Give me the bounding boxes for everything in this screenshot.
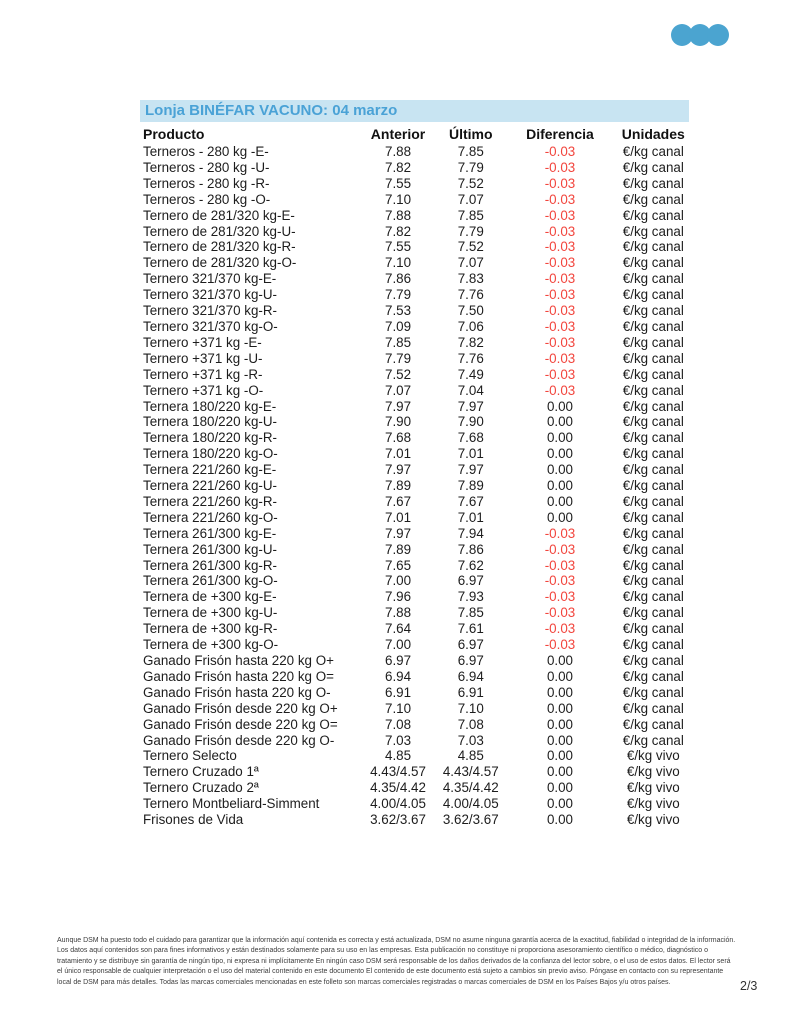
table-row xyxy=(140,271,689,287)
unidades-cell: €/kg vivo xyxy=(626,812,680,828)
ultimo-cell: 7.01 xyxy=(457,509,484,525)
anterior-cell: 7.97 xyxy=(385,398,412,414)
anterior-cell: 6.91 xyxy=(385,684,412,700)
diferencia-cell: -0.03 xyxy=(544,159,576,175)
product-cell: Ternera 221/260 kg-E- xyxy=(143,462,277,478)
ultimo-cell: 4.85 xyxy=(457,748,484,764)
product-cell: Terneros - 280 kg -U- xyxy=(143,159,270,175)
product-cell: Ternera 221/260 kg-R- xyxy=(143,493,277,509)
table-row xyxy=(140,621,689,637)
anterior-cell: 7.10 xyxy=(385,191,412,207)
anterior-cell: 6.97 xyxy=(385,653,412,668)
anterior-cell: 7.10 xyxy=(385,255,412,271)
ultimo-cell: 7.07 xyxy=(457,255,484,271)
diferencia-cell: -0.03 xyxy=(544,191,576,207)
diferencia-cell: 0.00 xyxy=(546,796,573,812)
table-row xyxy=(140,478,689,494)
product-cell: Ganado Frisón desde 220 kg O- xyxy=(143,732,335,748)
unidades-cell: €/kg canal xyxy=(622,414,684,430)
dsm-logo xyxy=(671,24,729,46)
product-cell: Terneros - 280 kg -E- xyxy=(143,144,269,159)
anterior-cell: 7.67 xyxy=(385,493,412,509)
diferencia-cell: -0.03 xyxy=(544,525,576,541)
diferencia-cell: 0.00 xyxy=(546,493,573,509)
product-cell: Ternera 261/300 kg-O- xyxy=(143,573,278,589)
ultimo-cell: 7.50 xyxy=(457,303,484,319)
product-cell: Ternero Selecto xyxy=(143,748,237,764)
anterior-cell: 4.43/4.57 xyxy=(370,764,426,780)
table-row xyxy=(140,542,689,558)
table-row xyxy=(140,446,689,462)
anterior-cell: 7.55 xyxy=(385,175,412,191)
diferencia-cell: 0.00 xyxy=(546,780,573,796)
diferencia-cell: -0.03 xyxy=(544,287,576,303)
anterior-cell: 7.82 xyxy=(385,159,412,175)
anterior-cell: 7.89 xyxy=(385,541,412,557)
anterior-cell: 6.94 xyxy=(385,668,412,684)
diferencia-cell: -0.03 xyxy=(544,589,576,605)
unidades-cell: €/kg canal xyxy=(622,621,684,637)
product-cell: Ternero Montbeliard-Simment xyxy=(143,796,320,812)
table-row xyxy=(140,287,689,303)
product-cell: Ternero 321/370 kg-U- xyxy=(143,287,277,303)
table-row xyxy=(140,685,689,701)
product-cell: Ternera 261/300 kg-R- xyxy=(143,557,277,573)
unidades-cell: €/kg canal xyxy=(622,159,684,175)
diferencia-cell: -0.03 xyxy=(544,144,576,159)
ultimo-cell: 7.06 xyxy=(457,318,484,334)
ultimo-cell: 7.85 xyxy=(457,207,484,223)
diferencia-cell: 0.00 xyxy=(546,700,573,716)
unidades-cell: €/kg canal xyxy=(622,509,684,525)
diferencia-cell: -0.03 xyxy=(544,541,576,557)
diferencia-cell: 0.00 xyxy=(546,509,573,525)
anterior-cell: 7.79 xyxy=(385,287,412,303)
diferencia-cell: -0.03 xyxy=(544,573,576,589)
diferencia-cell: -0.03 xyxy=(544,175,576,191)
table-row xyxy=(140,812,689,828)
product-cell: Ternero 321/370 kg-E- xyxy=(143,271,277,287)
ultimo-cell: 7.94 xyxy=(457,525,484,541)
diferencia-cell: -0.03 xyxy=(544,223,576,239)
report-title-bar xyxy=(140,100,689,122)
ultimo-cell: 7.03 xyxy=(457,732,484,748)
table-row xyxy=(140,637,689,653)
price-table xyxy=(140,123,689,828)
unidades-cell: €/kg vivo xyxy=(626,796,680,812)
unidades-cell: €/kg canal xyxy=(622,350,684,366)
disclaimer-text: Aunque DSM ha puesto todo el cuidado para garantizar que la información aquí contenida es correcta y está actualizada, DSM no asume ninguna garantía acerca de la exactitud, fiabilidad o integridad de la información. Los datos aquí contenidos son para fines informativos y están destinados solamente para su uso en las empresas. Esta publicación no constituye ni proporciona asesoramiento científico o médico, diagnóstico o tratamiento y se distribuye sin garantía de ningún tipo, ni expresa ni implícitamente En ningún caso DSM será responsable de los daños derivados de la confianza del lector sobre, o el uso de estos datos. El lector será el único responsable de cualquier interpretación o el uso del material contenido en este documento El contenido de este documento está sujeto a cambios sin previo aviso. Póngase en contacto con su representante local de DSM para más detalles. Todas las marcas comerciales mencionadas en este folleto son marcas comerciales registradas o marcas comerciales de DSM en los Países Bajos y/u otros países. xyxy=(57,937,736,986)
ultimo-cell: 7.79 xyxy=(457,159,484,175)
product-cell: Ternero 321/370 kg-R- xyxy=(143,303,277,319)
diferencia-cell: -0.03 xyxy=(544,239,576,255)
diferencia-cell: 0.00 xyxy=(546,414,573,430)
diferencia-cell: -0.03 xyxy=(544,621,576,637)
product-cell: Ternera de +300 kg-U- xyxy=(143,605,278,621)
ultimo-cell: 6.91 xyxy=(457,684,484,700)
unidades-cell: €/kg canal xyxy=(622,557,684,573)
unidades-cell: €/kg canal xyxy=(622,318,684,334)
table-row xyxy=(140,414,689,430)
product-cell: Ternero 321/370 kg-O- xyxy=(143,318,278,334)
product-cell: Ternero +371 kg -O- xyxy=(143,382,264,398)
anterior-cell: 4.35/4.42 xyxy=(370,780,426,796)
table-row xyxy=(140,176,689,192)
unidades-cell: €/kg canal xyxy=(622,653,684,668)
unidades-cell: €/kg canal xyxy=(622,144,684,159)
unidades-cell: €/kg canal xyxy=(622,589,684,605)
product-cell: Ternera 180/220 kg-U- xyxy=(143,414,277,430)
anterior-cell: 7.64 xyxy=(385,621,412,637)
unidades-cell: €/kg canal xyxy=(622,446,684,462)
anterior-cell: 7.52 xyxy=(385,366,412,382)
table-row xyxy=(140,589,689,605)
ultimo-cell: 6.94 xyxy=(457,668,484,684)
ultimo-cell: 7.83 xyxy=(457,271,484,287)
unidades-cell: €/kg canal xyxy=(622,255,684,271)
table-row xyxy=(140,653,689,669)
page-number: 2/3 xyxy=(740,979,758,993)
unidades-cell: €/kg canal xyxy=(622,303,684,319)
ultimo-cell: 7.76 xyxy=(457,287,484,303)
ultimo-cell: 7.93 xyxy=(457,589,484,605)
product-cell: Ternera 261/300 kg-E- xyxy=(143,525,277,541)
product-cell: Ternera 180/220 kg-O- xyxy=(143,446,278,462)
ultimo-cell: 7.79 xyxy=(457,223,484,239)
table-row xyxy=(140,764,689,780)
diferencia-cell: -0.03 xyxy=(544,350,576,366)
anterior-cell: 7.86 xyxy=(385,271,412,287)
table-row xyxy=(140,192,689,208)
product-cell: Ternero de 281/320 kg-R- xyxy=(143,239,296,255)
table-row xyxy=(140,335,689,351)
ultimo-cell: 7.52 xyxy=(457,175,484,191)
diferencia-cell: -0.03 xyxy=(544,255,576,271)
diferencia-cell: -0.03 xyxy=(544,271,576,287)
anterior-cell: 7.01 xyxy=(385,509,412,525)
anterior-cell: 4.00/4.05 xyxy=(370,796,426,812)
diferencia-cell: 0.00 xyxy=(546,732,573,748)
ultimo-cell: 7.76 xyxy=(457,350,484,366)
diferencia-cell: -0.03 xyxy=(544,318,576,334)
product-cell: Ternero +371 kg -E- xyxy=(143,334,262,350)
table-row xyxy=(140,208,689,224)
unidades-cell: €/kg canal xyxy=(622,239,684,255)
unidades-cell: €/kg canal xyxy=(622,493,684,509)
anterior-cell: 7.89 xyxy=(385,478,412,494)
anterior-cell: 7.03 xyxy=(385,732,412,748)
product-cell: Ternera 261/300 kg-U- xyxy=(143,541,277,557)
unidades-cell: €/kg canal xyxy=(622,684,684,700)
product-cell: Ternero Cruzado 1ª xyxy=(143,764,259,780)
column-header-unidades: Unidades xyxy=(621,126,685,142)
unidades-cell: €/kg canal xyxy=(622,334,684,350)
table-row xyxy=(140,701,689,717)
anterior-cell: 7.88 xyxy=(385,207,412,223)
unidades-cell: €/kg canal xyxy=(622,637,684,653)
unidades-cell: €/kg canal xyxy=(622,525,684,541)
unidades-cell: €/kg canal xyxy=(622,462,684,478)
product-cell: Ternera de +300 kg-E- xyxy=(143,589,277,605)
diferencia-cell: -0.03 xyxy=(544,637,576,653)
ultimo-cell: 7.04 xyxy=(457,382,484,398)
anterior-cell: 7.01 xyxy=(385,446,412,462)
ultimo-cell: 6.97 xyxy=(457,573,484,589)
ultimo-cell: 7.97 xyxy=(457,462,484,478)
diferencia-cell: 0.00 xyxy=(546,668,573,684)
unidades-cell: €/kg canal xyxy=(622,541,684,557)
anterior-cell: 7.10 xyxy=(385,700,412,716)
ultimo-cell: 6.97 xyxy=(457,653,484,668)
table-row xyxy=(140,669,689,685)
ultimo-cell: 4.00/4.05 xyxy=(442,796,499,812)
ultimo-cell: 7.90 xyxy=(457,414,484,430)
product-cell: Terneros - 280 kg -R- xyxy=(143,175,270,191)
product-cell: Ganado Frisón hasta 220 kg O+ xyxy=(143,653,334,668)
table-row xyxy=(140,144,689,160)
product-cell: Ternero Cruzado 2ª xyxy=(143,780,259,796)
anterior-cell: 7.97 xyxy=(385,525,412,541)
diferencia-cell: 0.00 xyxy=(546,684,573,700)
unidades-cell: €/kg canal xyxy=(622,207,684,223)
report-title: Lonja BINÉFAR VACUNO: 04 marzo xyxy=(145,102,398,119)
diferencia-cell: 0.00 xyxy=(546,430,573,446)
unidades-cell: €/kg canal xyxy=(622,716,684,732)
table-row xyxy=(140,367,689,383)
product-cell: Ternero de 281/320 kg-E- xyxy=(143,207,295,223)
ultimo-cell: 7.89 xyxy=(457,478,484,494)
unidades-cell: €/kg canal xyxy=(622,366,684,382)
column-header-ultimo: Último xyxy=(448,126,493,142)
table-row xyxy=(140,558,689,574)
unidades-cell: €/kg canal xyxy=(622,700,684,716)
ultimo-cell: 7.10 xyxy=(457,700,484,716)
unidades-cell: €/kg vivo xyxy=(626,764,680,780)
unidades-cell: €/kg vivo xyxy=(626,780,680,796)
diferencia-cell: -0.03 xyxy=(544,382,576,398)
table-row xyxy=(140,494,689,510)
table-row xyxy=(140,319,689,335)
table-row xyxy=(140,303,689,319)
ultimo-cell: 7.01 xyxy=(457,446,484,462)
table-row xyxy=(140,573,689,589)
unidades-cell: €/kg canal xyxy=(622,223,684,239)
product-cell: Ganado Frisón hasta 220 kg O= xyxy=(143,668,334,684)
price-table-body xyxy=(140,144,689,828)
product-cell: Ternera 180/220 kg-R- xyxy=(143,430,277,446)
table-row xyxy=(140,399,689,415)
unidades-cell: €/kg canal xyxy=(622,605,684,621)
diferencia-cell: 0.00 xyxy=(546,446,573,462)
unidades-cell: €/kg canal xyxy=(622,478,684,494)
ultimo-cell: 3.62/3.67 xyxy=(442,812,499,828)
ultimo-cell: 7.85 xyxy=(457,605,484,621)
table-row xyxy=(140,160,689,176)
anterior-cell: 7.09 xyxy=(385,318,412,334)
ultimo-cell: 7.49 xyxy=(457,366,484,382)
unidades-cell: €/kg canal xyxy=(622,175,684,191)
table-row xyxy=(140,351,689,367)
table-header-row xyxy=(140,123,689,144)
anterior-cell: 7.53 xyxy=(385,303,412,319)
table-row xyxy=(140,780,689,796)
unidades-cell: €/kg canal xyxy=(622,271,684,287)
ultimo-cell: 6.97 xyxy=(457,637,484,653)
column-header-producto: Producto xyxy=(143,126,205,142)
diferencia-cell: 0.00 xyxy=(546,478,573,494)
table-row xyxy=(140,796,689,812)
anterior-cell: 7.85 xyxy=(385,334,412,350)
table-row xyxy=(140,526,689,542)
product-cell: Ternero de 281/320 kg-O- xyxy=(143,255,297,271)
anterior-cell: 7.79 xyxy=(385,350,412,366)
column-header-diferencia: Diferencia xyxy=(526,126,594,142)
table-row xyxy=(140,462,689,478)
anterior-cell: 7.00 xyxy=(385,637,412,653)
ultimo-cell: 7.62 xyxy=(457,557,484,573)
ultimo-cell: 7.52 xyxy=(457,239,484,255)
anterior-cell: 7.07 xyxy=(385,382,412,398)
ultimo-cell: 7.82 xyxy=(457,334,484,350)
table-row xyxy=(140,717,689,733)
diferencia-cell: 0.00 xyxy=(546,748,573,764)
anterior-cell: 7.88 xyxy=(385,144,412,159)
unidades-cell: €/kg canal xyxy=(622,398,684,414)
column-header-anterior: Anterior xyxy=(370,126,426,142)
ultimo-cell: 7.61 xyxy=(457,621,484,637)
product-cell: Ganado Frisón desde 220 kg O= xyxy=(143,716,338,732)
anterior-cell: 3.62/3.67 xyxy=(370,812,426,828)
product-cell: Ganado Frisón desde 220 kg O+ xyxy=(143,700,338,716)
ultimo-cell: 7.67 xyxy=(457,493,484,509)
table-row xyxy=(140,748,689,764)
product-cell: Ternera de +300 kg-R- xyxy=(143,621,278,637)
table-row xyxy=(140,383,689,399)
table-row xyxy=(140,733,689,749)
ultimo-cell: 7.97 xyxy=(457,398,484,414)
anterior-cell: 7.88 xyxy=(385,605,412,621)
diferencia-cell: 0.00 xyxy=(546,764,573,780)
table-row xyxy=(140,510,689,526)
ultimo-cell: 7.86 xyxy=(457,541,484,557)
ultimo-cell: 4.43/4.57 xyxy=(442,764,499,780)
product-cell: Ganado Frisón hasta 220 kg O- xyxy=(143,684,331,700)
table-row xyxy=(140,430,689,446)
table-row xyxy=(140,605,689,621)
ultimo-cell: 7.85 xyxy=(457,144,484,159)
product-cell: Ternera 180/220 kg-E- xyxy=(143,398,277,414)
diferencia-cell: 0.00 xyxy=(546,653,573,668)
ultimo-cell: 7.68 xyxy=(457,430,484,446)
product-cell: Ternero +371 kg -U- xyxy=(143,350,263,366)
anterior-cell: 7.65 xyxy=(385,557,412,573)
diferencia-cell: 0.00 xyxy=(546,716,573,732)
unidades-cell: €/kg canal xyxy=(622,287,684,303)
anterior-cell: 7.00 xyxy=(385,573,412,589)
unidades-cell: €/kg vivo xyxy=(626,748,680,764)
ultimo-cell: 4.35/4.42 xyxy=(442,780,499,796)
product-cell: Ternera 221/260 kg-U- xyxy=(143,478,277,494)
ultimo-cell: 7.08 xyxy=(457,716,484,732)
diferencia-cell: -0.03 xyxy=(544,334,576,350)
anterior-cell: 7.96 xyxy=(385,589,412,605)
anterior-cell: 7.68 xyxy=(385,430,412,446)
diferencia-cell: -0.03 xyxy=(544,207,576,223)
product-cell: Ternero de 281/320 kg-U- xyxy=(143,223,296,239)
table-row xyxy=(140,239,689,255)
anterior-cell: 7.82 xyxy=(385,223,412,239)
unidades-cell: €/kg canal xyxy=(622,191,684,207)
ultimo-cell: 7.07 xyxy=(457,191,484,207)
unidades-cell: €/kg canal xyxy=(622,382,684,398)
diferencia-cell: -0.03 xyxy=(544,303,576,319)
unidades-cell: €/kg canal xyxy=(622,573,684,589)
unidades-cell: €/kg canal xyxy=(622,732,684,748)
anterior-cell: 7.08 xyxy=(385,716,412,732)
diferencia-cell: 0.00 xyxy=(546,398,573,414)
product-cell: Frisones de Vida xyxy=(143,812,244,828)
table-row xyxy=(140,255,689,271)
diferencia-cell: -0.03 xyxy=(544,557,576,573)
logo-dot-icon xyxy=(707,24,729,46)
anterior-cell: 4.85 xyxy=(385,748,412,764)
diferencia-cell: 0.00 xyxy=(546,462,573,478)
diferencia-cell: -0.03 xyxy=(544,366,576,382)
anterior-cell: 7.97 xyxy=(385,462,412,478)
anterior-cell: 7.90 xyxy=(385,414,412,430)
product-cell: Terneros - 280 kg -O- xyxy=(143,191,271,207)
unidades-cell: €/kg canal xyxy=(622,668,684,684)
product-cell: Ternero +371 kg -R- xyxy=(143,366,263,382)
diferencia-cell: 0.00 xyxy=(546,812,573,828)
table-row xyxy=(140,224,689,240)
product-cell: Ternera de +300 kg-O- xyxy=(143,637,279,653)
diferencia-cell: -0.03 xyxy=(544,605,576,621)
anterior-cell: 7.55 xyxy=(385,239,412,255)
product-cell: Ternera 221/260 kg-O- xyxy=(143,509,278,525)
unidades-cell: €/kg canal xyxy=(622,430,684,446)
report-content xyxy=(140,100,689,828)
